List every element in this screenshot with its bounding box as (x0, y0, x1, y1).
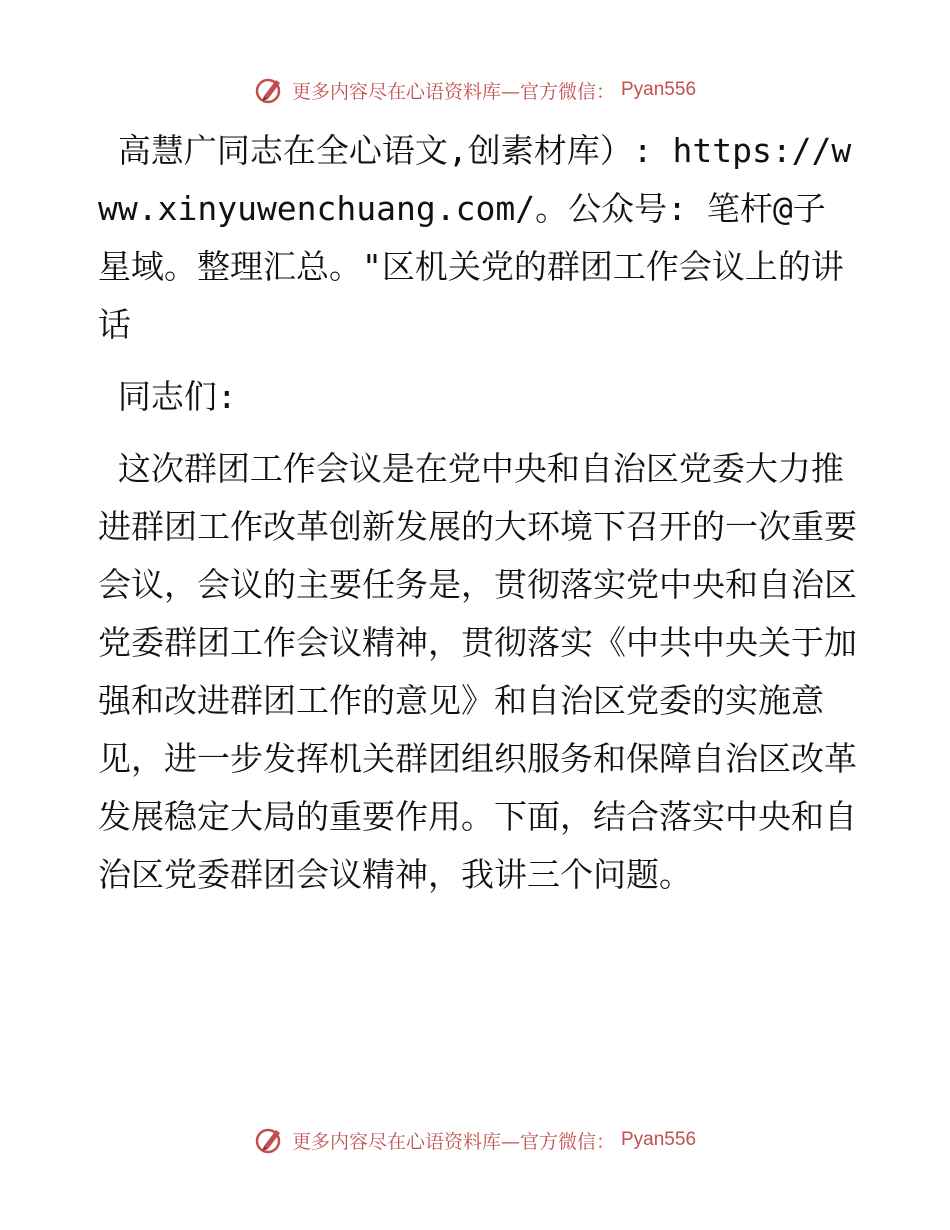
pen-circle-logo-icon (254, 74, 286, 106)
document-body (98, 122, 858, 904)
watermark-text: 更多内容尽在心语资料库—官方微信： (291, 80, 615, 103)
greeting-paragraph: 同志们: (98, 377, 237, 416)
body-paragraph: 这次群团工作会议是在党中央和自治区党委大力推进群团工作改革创新发展的大环境下召开的一次重要会议，会议的主要任务是，贯彻落实党中央和自治区党委群团工作会议精神，贯彻落实《中共中央关于加强和改进群团工作的意见》和自治区党委的实施意见，进一步发挥机关群团组织服务和保障自治区改革发展稳定大局的重要作用。下面，结合落实中央和自治区党委群团会议精神，我讲三个问题。 (98, 449, 857, 894)
intro-paragraph: 高慧广同志在全心语文,创素材库）: https://www.xinyuwenchuang.com/。公众号: 笔杆@子星域。整理汇总。"区机关党的群团工作会议上的讲话 (98, 131, 852, 344)
watermark-text: 更多内容尽在心语资料库—官方微信： (291, 1130, 615, 1153)
pen-circle-logo-icon (254, 1124, 286, 1156)
watermark-header (0, 72, 950, 108)
watermark-wechat-id: Pyan556 (621, 79, 697, 100)
watermark-footer (0, 1122, 950, 1158)
watermark-wechat-id: Pyan556 (621, 1129, 697, 1150)
